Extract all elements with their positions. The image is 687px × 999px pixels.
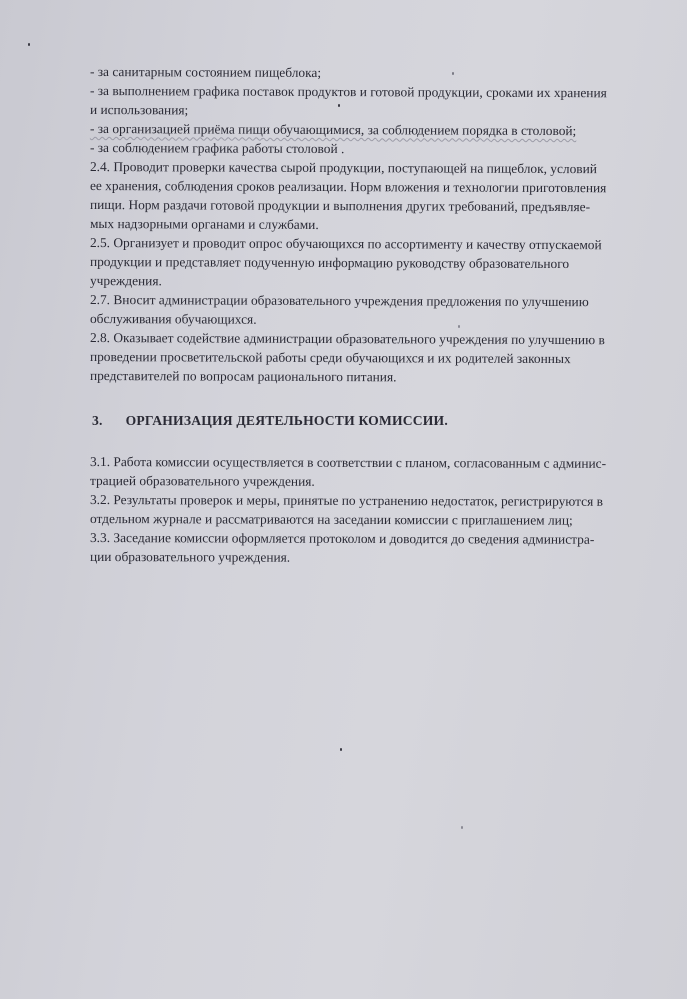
text-line: 3.2. Результаты проверок и меры, принятые по устранению недостаток, регистрируются в — [89, 492, 603, 509]
text-line: проведении просветительской работы среди обучающихся и их родителей законных — [89, 348, 571, 367]
text-line: обслуживания обучающихся. — [89, 310, 257, 327]
text-line: ции образовательного учреждения. — [89, 549, 291, 565]
text-line: 2.4. Проводит проверки качества сырой продукции, поступающей на пищеблок, условий — [89, 158, 598, 177]
paper-speck — [452, 72, 454, 75]
text-line: трацией образовательного учреждения. — [89, 473, 315, 489]
text-line: 3.3. Заседание комиссии оформляется протоколом и доводится до сведения администра- — [89, 530, 595, 547]
text-line: пищи. Норм раздачи готовой продукции и выполнения других требований, предъявляе- — [89, 196, 591, 215]
paper-speck — [338, 104, 340, 107]
paper-speck — [461, 826, 463, 829]
text-line: - за санитарным состоянием пищеблока; — [89, 63, 322, 81]
text-line: отдельном журнале и рассматриваются на заседании комиссии с приглашением лиц; — [89, 511, 573, 528]
text-line: мых надзорными органами и службами. — [89, 215, 319, 232]
text-line: - за выполнением графика поставок продуктов и готовой продукции, сроками их хранения — [89, 82, 607, 101]
section-number: 3. — [92, 413, 103, 428]
section-heading — [92, 413, 448, 429]
paper-speck — [458, 325, 460, 328]
text-line: продукции и представляет подученную информацию руководству образовательного — [89, 253, 570, 272]
text-line: представителей по вопросам рационального питания. — [89, 367, 397, 385]
section-title: ОРГАНИЗАЦИЯ ДЕЯТЕЛЬНОСТИ КОМИССИИ. — [125, 413, 448, 428]
text-line: учреждения. — [89, 272, 162, 289]
paper-speck — [28, 43, 30, 46]
text-line: 3.1. Работа комиссии осуществляется в соответствии с планом, согласованным с админис- — [89, 454, 607, 471]
text-line: - за соблюдением графика работы столовой . — [89, 139, 345, 157]
text-line: 2.8. Оказывает содействие администрации образовательного учреждения по улучшению в — [89, 329, 605, 348]
text-line: - за организацией приёма пищи обучающимися, за соблюдением порядка в столовой; — [89, 120, 577, 139]
text-line: и использования; — [89, 101, 189, 118]
text-line: ее хранения, соблюдения сроков реализации. Норм вложения и технологии приготовления — [89, 177, 607, 196]
text-line: 2.5. Организует и проводит опрос обучающихся по ассортименту и качеству отпускаемой — [89, 234, 602, 253]
paper-speck — [340, 748, 342, 751]
text-line: 2.7. Вносит администрации образовательного учреждения предложения по улучшению — [89, 291, 589, 310]
